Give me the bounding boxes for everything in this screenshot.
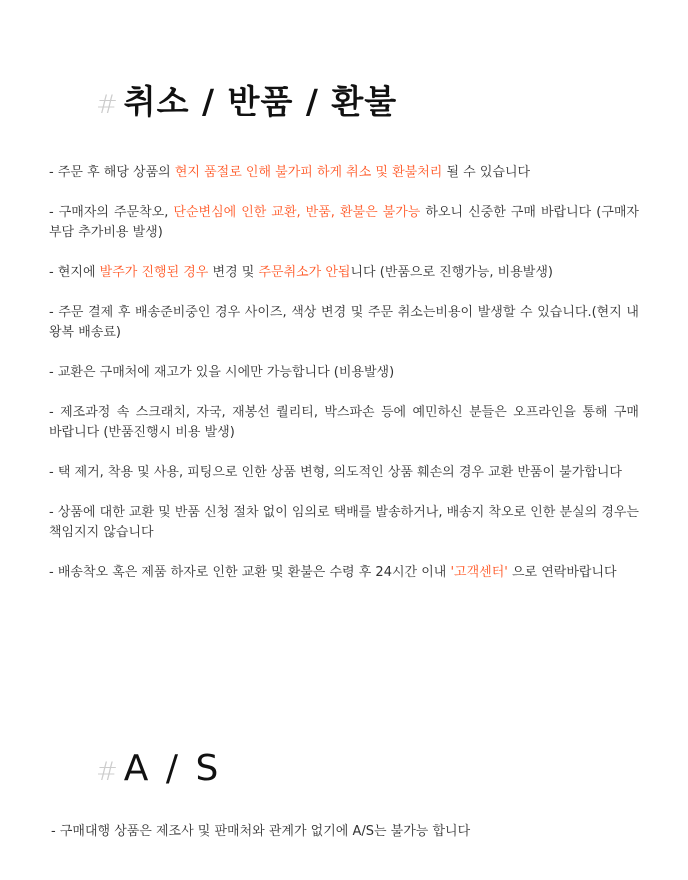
highlight-text: 단순변심에 인한 교환, 반품, 환불은 불가능 <box>173 205 421 220</box>
hash-mark: # <box>96 90 118 120</box>
highlight-text: 주문취소가 안됩 <box>258 265 351 280</box>
section-title-as <box>96 748 221 789</box>
page-title: 취소 / 반품 / 환불 <box>123 82 398 121</box>
notice-item: - 교환은 구매처에 재고가 있을 시에만 가능합니다 (비용발생) <box>49 365 395 380</box>
hash-mark: # <box>96 757 118 787</box>
notice-item: - 구매자의 주문착오, 단순변심에 인한 교환, 반품, 환불은 불가능 하오니 신중한 구매 바랍니다 (구매자 부담 추가비용 발생) <box>49 205 639 240</box>
notice-list <box>49 163 639 603</box>
notice-item: - 주문 결제 후 배송준비중인 경우 사이즈, 색상 변경 및 주문 취소는비용이 발생할 수 있습니다.(현지 내 왕복 배송료) <box>49 305 639 340</box>
customer-center-link: '고객센터' <box>450 565 508 580</box>
notice-item: - 배송착오 혹은 제품 하자로 인한 교환 및 환불은 수령 후 24시간 이내 '고객센터' 으로 연락바랍니다 <box>49 565 617 580</box>
as-title: A / S <box>123 748 222 789</box>
notice-item: - 현지에 발주가 진행된 경우 변경 및 주문취소가 안됩니다 (반품으로 진행가능, 비용발생) <box>49 265 553 280</box>
section-title-cancel <box>96 76 397 123</box>
notice-item: - 택 제거, 착용 및 사용, 피팅으로 인한 상품 변형, 의도적인 상품 훼손의 경우 교환 반품이 불가합니다 <box>49 465 622 480</box>
highlight-text: 현지 품절로 인해 불가피 하게 취소 및 환불처리 <box>174 165 443 180</box>
highlight-text: 발주가 진행된 경우 <box>99 265 209 280</box>
notice-item: - 상품에 대한 교환 및 반품 신청 절차 없이 임의로 택배를 발송하거나, 배송지 착오로 인한 분실의 경우는 책임지지 않습니다 <box>49 505 639 540</box>
as-notice: - 구매대행 상품은 제조사 및 판매처와 관계가 없기에 A/S는 불가능 합니다 <box>51 824 471 839</box>
notice-item: - 제조과정 속 스크래치, 자국, 재봉선 퀄리티, 박스파손 등에 예민하신 분들은 오프라인을 통해 구매 바랍니다 (반품진행시 비용 발생) <box>49 405 639 440</box>
notice-item: - 주문 후 해당 상품의 현지 품절로 인해 불가피 하게 취소 및 환불처리 될 수 있습니다 <box>49 165 531 180</box>
